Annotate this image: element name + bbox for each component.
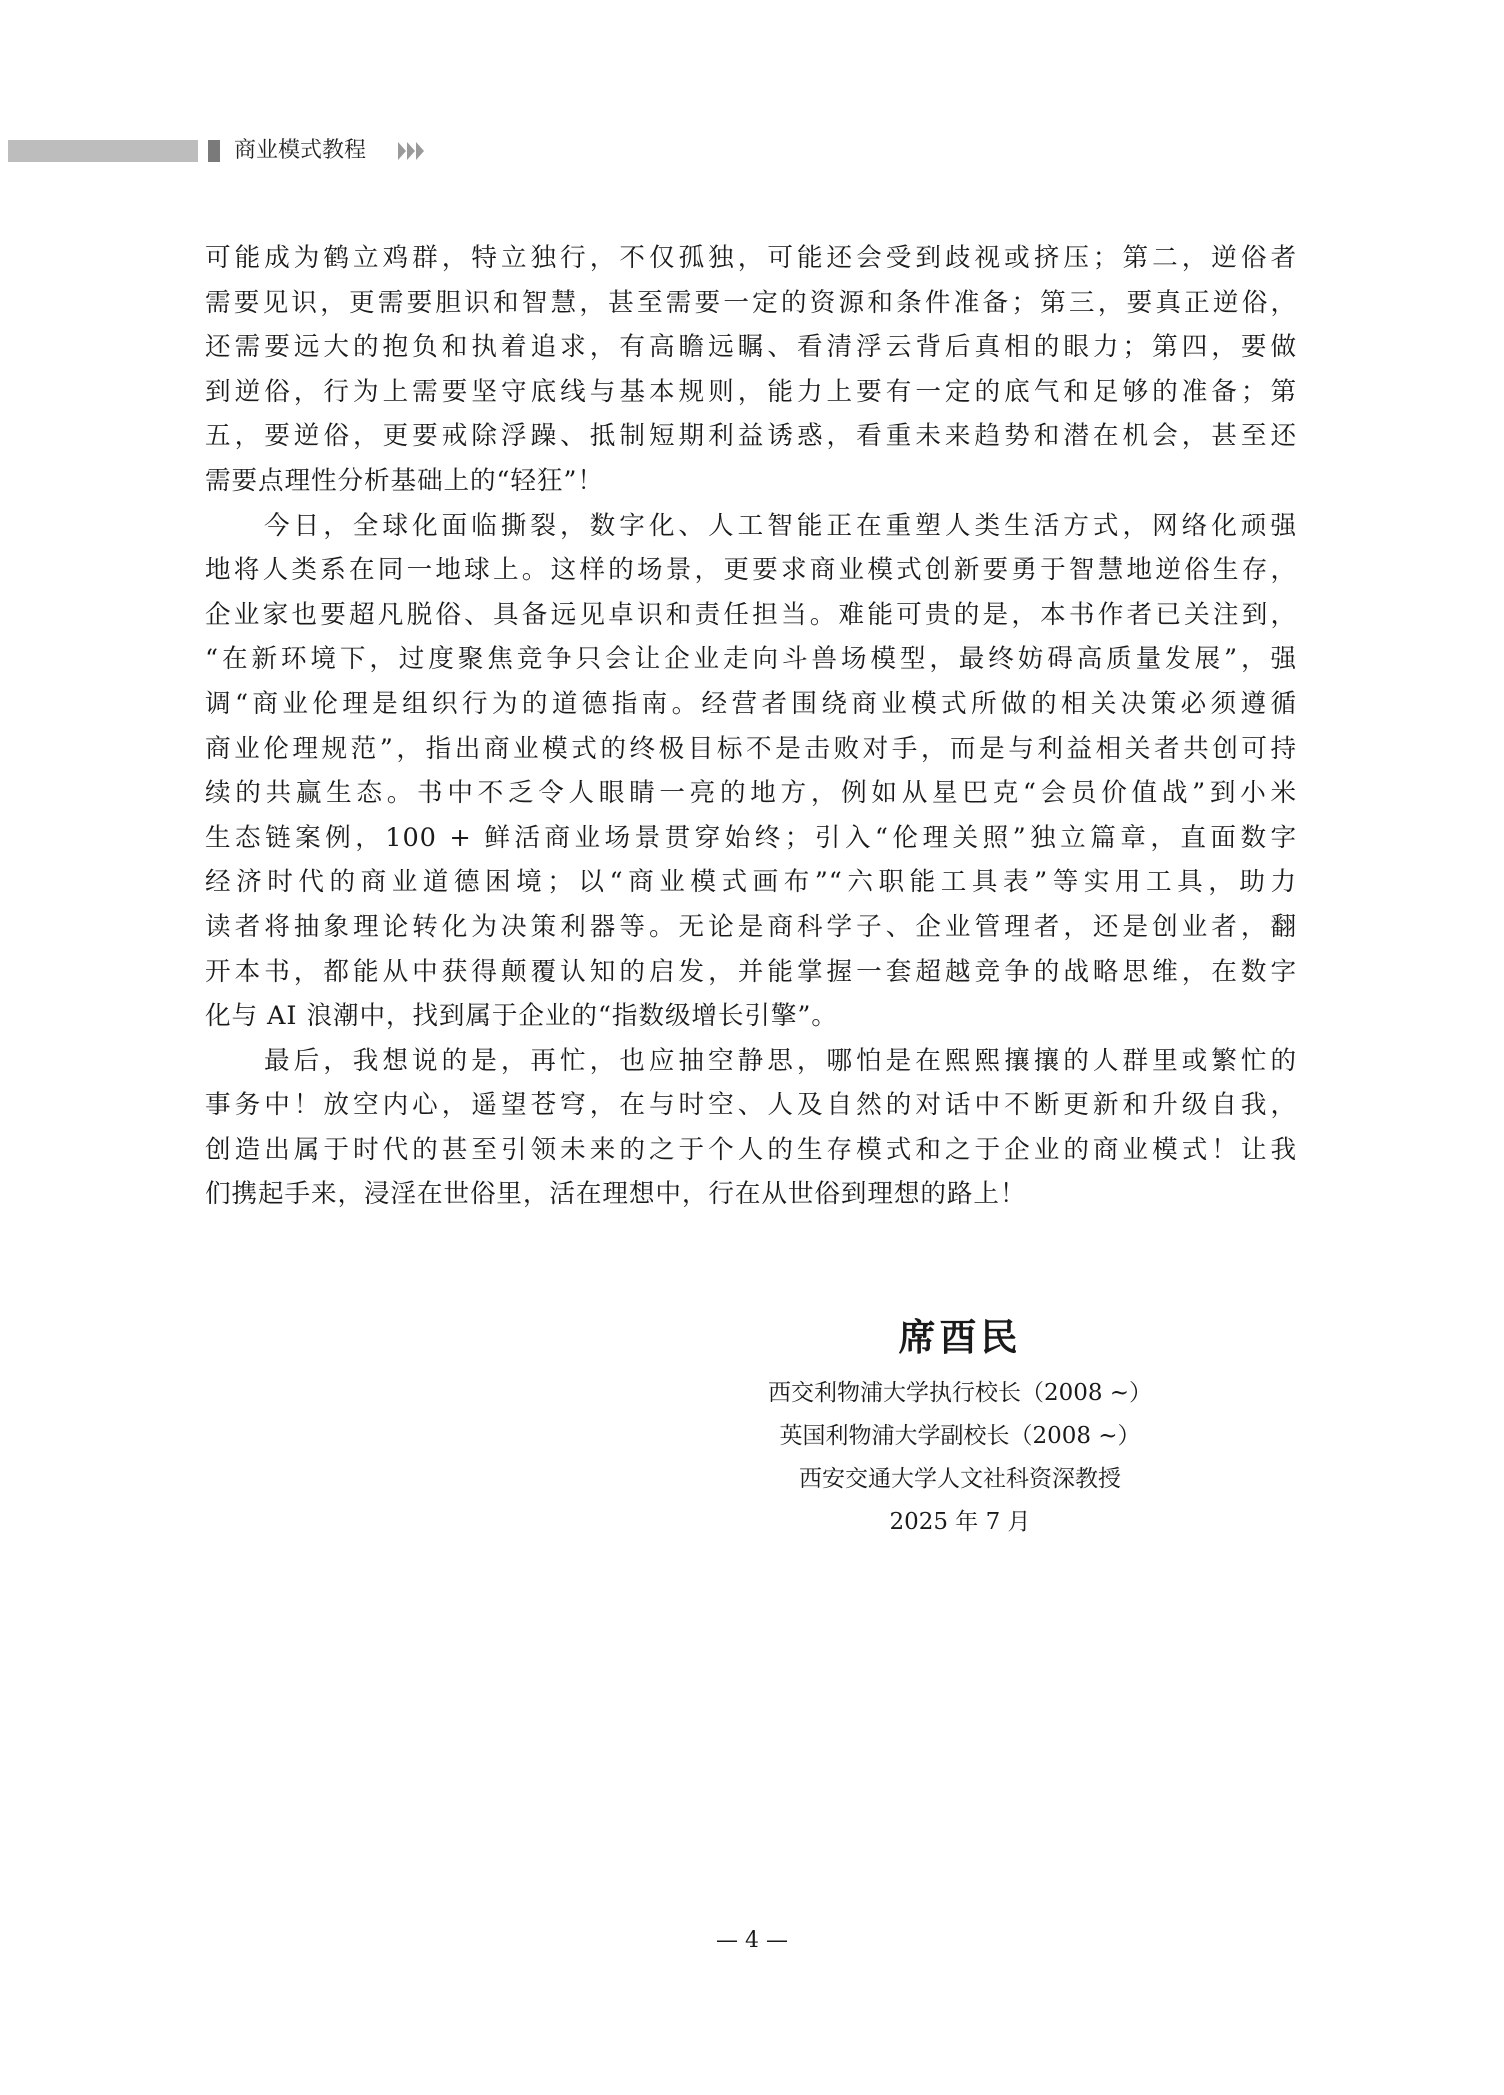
text-line: 需要见识，更需要胆识和智慧，甚至需要一定的资源和条件准备；第三，要真正逆俗， — [205, 287, 1297, 318]
text-line: 到逆俗，行为上需要坚守底线与基本规则，能力上要有一定的底气和足够的准备；第 — [205, 376, 1297, 407]
text-line: 调“商业伦理是组织行为的道德指南。经营者围绕商业模式所做的相关决策必须遵循 — [205, 688, 1297, 719]
text-line: “在新环境下，过度聚焦竞争只会让企业走向斗兽场模型，最终妨碍高质量发展”，强 — [205, 644, 1297, 675]
text-line: 化与 AI 浪潮中，找到属于企业的“指数级增长引擎”。 — [205, 1001, 838, 1032]
book-title: 商业模式教程 — [234, 138, 367, 163]
text-line: 今日，全球化面临撕裂，数字化、人工智能正在重塑人类生活方式，网络化顽强 — [264, 510, 1297, 541]
header-gray-bar — [8, 140, 198, 162]
header-dark-block — [208, 140, 220, 162]
text-line: 地将人类系在同一地球上。这样的场景，更要求商业模式创新要勇于智慧地逆俗生存， — [205, 555, 1297, 586]
text-line: 五，要逆俗，更要戒除浮躁、抵制短期利益诱惑，看重未来趋势和潜在机会，甚至还 — [205, 421, 1297, 452]
author-title: 西安交通大学人文社科资深教授 — [799, 1466, 1121, 1492]
text-line: 商业伦理规范”，指出商业模式的终极目标不是击败对手，而是与利益相关者共创可持 — [205, 733, 1297, 764]
triple-arrow-icon — [398, 140, 424, 162]
text-line: 们携起手来，浸淫在世俗里，活在理想中，行在从世俗到理想的路上！ — [205, 1179, 1027, 1210]
text-line: 企业家也要超凡脱俗、具备远见卓识和责任担当。难能可贵的是，本书作者已关注到， — [205, 599, 1297, 630]
text-line: 创造出属于时代的甚至引领未来的之于个人的生存模式和之于企业的商业模式！让我 — [205, 1134, 1297, 1165]
page-number: — 4 — — [716, 1928, 788, 1953]
running-header — [0, 136, 700, 166]
text-line: 续的共赢生态。书中不乏令人眼睛一亮的地方，例如从星巴克“会员价值战”到小米 — [205, 778, 1297, 809]
author-name: 席酉民 — [898, 1316, 1022, 1359]
signature-date: 2025 年 7 月 — [889, 1509, 1031, 1535]
text-line: 最后，我想说的是，再忙，也应抽空静思，哪怕是在熙熙攘攘的人群里或繁忙的 — [264, 1045, 1297, 1076]
text-line: 经济时代的商业道德困境；以“商业模式画布”“六职能工具表”等实用工具，助力 — [205, 867, 1297, 898]
signature-block — [760, 1310, 1160, 1544]
text-line: 可能成为鹤立鸡群，特立独行，不仅孤独，可能还会受到歧视或挤压；第二，逆俗者 — [205, 243, 1297, 273]
author-title: 英国利物浦大学副校长（2008 ~） — [779, 1423, 1141, 1449]
text-line: 开本书，都能从中获得颠覆认知的启发，并能掌握一套超越竞争的战略思维，在数字 — [205, 956, 1297, 987]
text-line: 生态链案例，100 + 鲜活商业场景贯穿始终；引入“伦理关照”独立篇章，直面数字 — [205, 822, 1297, 853]
text-line: 需要点理性分析基础上的“轻狂”！ — [205, 465, 604, 496]
body-text — [205, 236, 1297, 1217]
text-line: 还需要远大的抱负和执着追求，有高瞻远瞩、看清浮云背后真相的眼力；第四，要做 — [205, 332, 1297, 363]
text-line: 事务中！放空内心，遥望苍穹，在与时空、人及自然的对话中不断更新和升级自我， — [205, 1090, 1297, 1121]
author-title: 西交利物浦大学执行校长（2008 ~） — [767, 1380, 1153, 1406]
text-line: 读者将抽象理论转化为决策利器等。无论是商科学子、企业管理者，还是创业者，翻 — [205, 911, 1297, 942]
